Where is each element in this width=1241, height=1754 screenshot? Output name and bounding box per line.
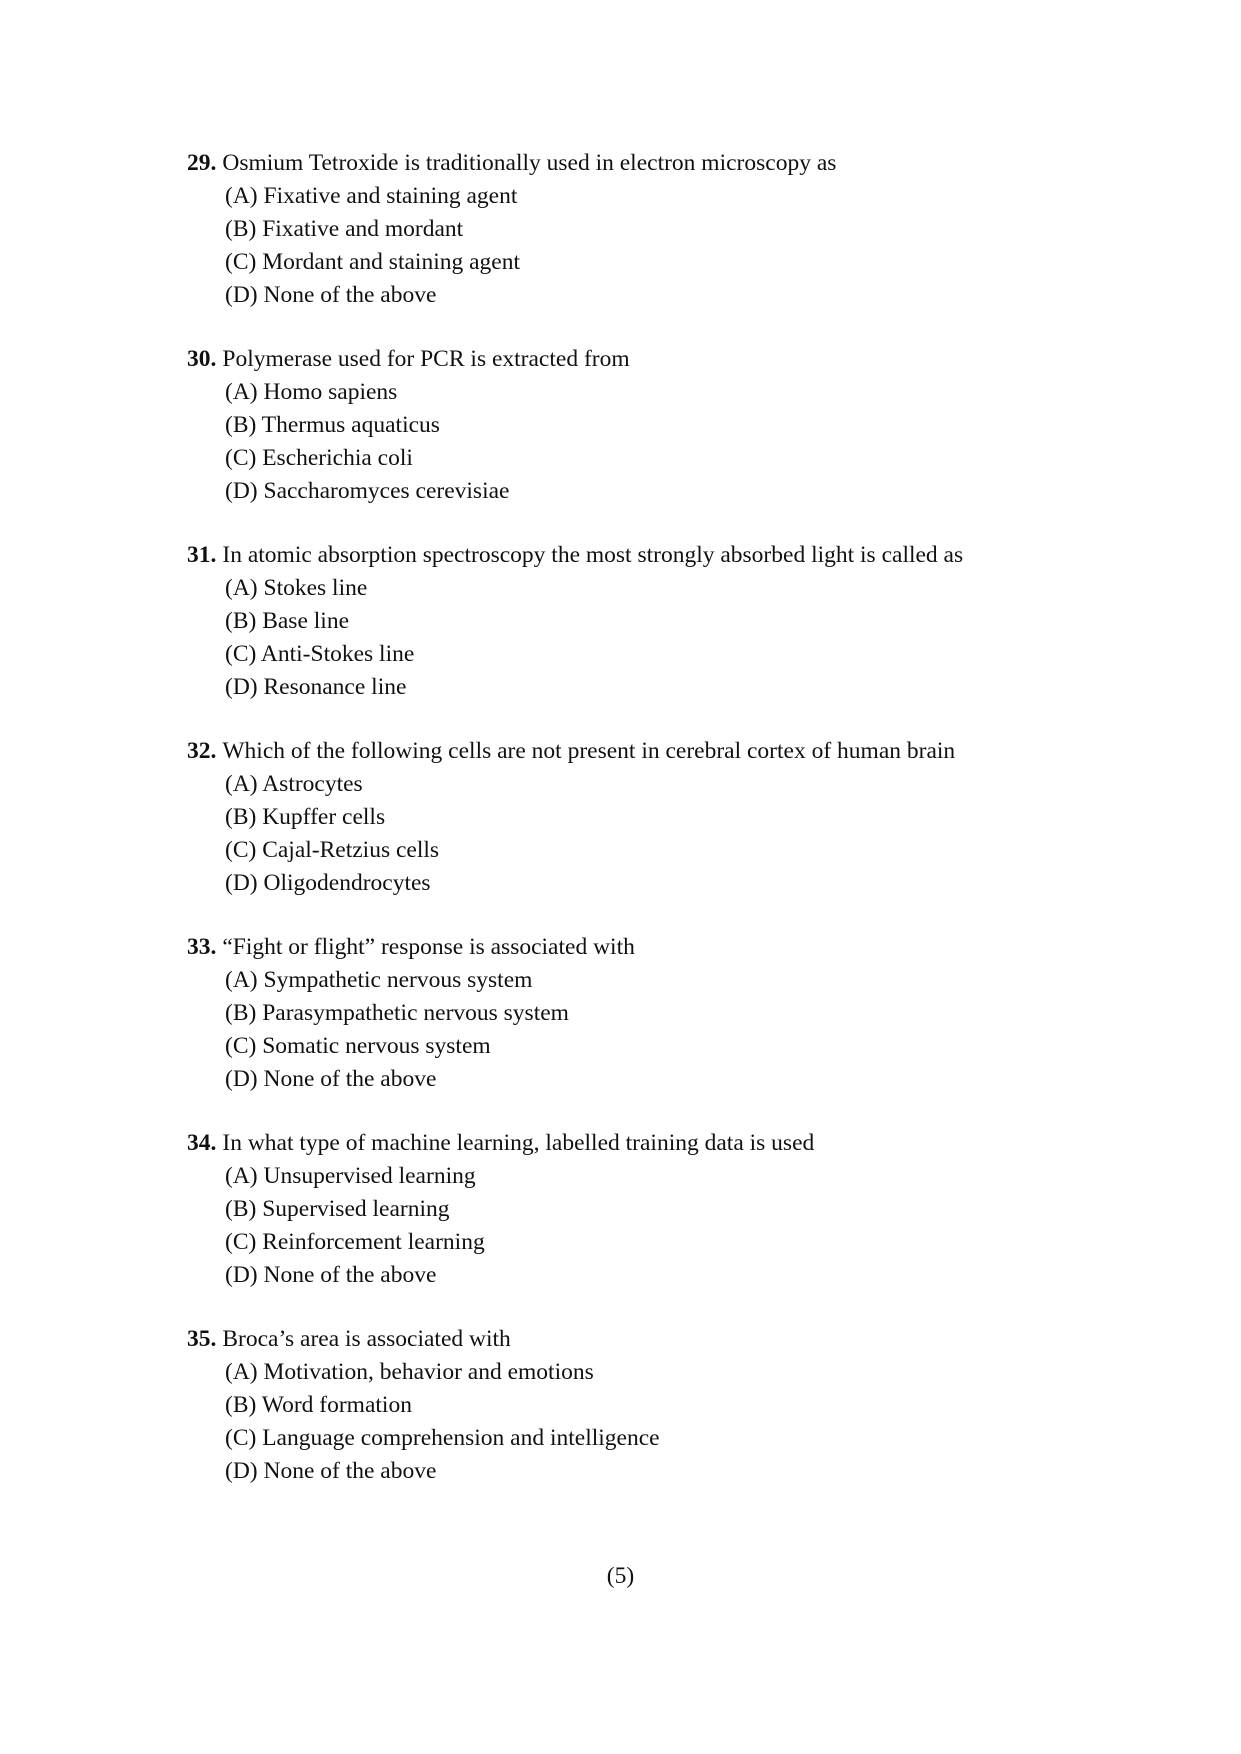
answer-option: (C) Reinforcement learning: [225, 1229, 485, 1255]
question-block: [187, 539, 1167, 704]
question-block: [187, 343, 1167, 508]
question-list: [187, 147, 1167, 1519]
question-block: [187, 1323, 1167, 1488]
answer-option: (C) Cajal-Retzius cells: [225, 837, 440, 863]
answer-option: (C) Mordant and staining agent: [225, 249, 520, 275]
option-list: [187, 1160, 1167, 1292]
question-stem: [187, 539, 1167, 572]
option-list: [187, 768, 1167, 900]
answer-option: (C) Language comprehension and intelligence: [225, 1425, 660, 1451]
question-number: 35.: [187, 1326, 217, 1352]
answer-option: (B) Base line: [225, 608, 349, 634]
question-block: [187, 1127, 1167, 1292]
question-text: In what type of machine learning, labelled training data is used: [222, 1130, 815, 1156]
option-list: [187, 1356, 1167, 1488]
option-list: [187, 180, 1167, 312]
answer-option: (A) Stokes line: [225, 575, 368, 601]
question-number: 32.: [187, 738, 217, 764]
answer-option: (D) Resonance line: [225, 674, 407, 700]
question-block: [187, 147, 1167, 312]
question-block: [187, 931, 1167, 1096]
answer-option: (D) Saccharomyces cerevisiae: [225, 478, 510, 504]
answer-option: (A) Fixative and staining agent: [225, 183, 518, 209]
question-stem: [187, 147, 1167, 180]
question-stem: [187, 735, 1167, 768]
question-number: 33.: [187, 934, 217, 960]
answer-option: (A) Astrocytes: [225, 771, 363, 797]
answer-option: (B) Fixative and mordant: [225, 216, 464, 242]
answer-option: (B) Word formation: [225, 1392, 412, 1418]
question-number: 29.: [187, 150, 217, 176]
question-text: Which of the following cells are not present in cerebral cortex of human brain: [222, 738, 956, 764]
question-stem: [187, 343, 1167, 376]
question-block: [187, 735, 1167, 900]
answer-option: (B) Parasympathetic nervous system: [225, 1000, 569, 1026]
option-list: [187, 964, 1167, 1096]
answer-option: (C) Escherichia coli: [225, 445, 413, 471]
answer-option: (A) Sympathetic nervous system: [225, 967, 533, 993]
answer-option: (D) None of the above: [225, 1066, 437, 1092]
answer-option: (B) Supervised learning: [225, 1196, 450, 1222]
option-list: [187, 572, 1167, 704]
question-number: 31.: [187, 542, 217, 568]
question-number: 30.: [187, 346, 217, 372]
answer-option: (B) Thermus aquaticus: [225, 412, 440, 438]
question-text: Osmium Tetroxide is traditionally used in electron microscopy as: [222, 150, 837, 176]
answer-option: (C) Anti-Stokes line: [225, 641, 415, 667]
answer-option: (A) Homo sapiens: [225, 379, 398, 405]
question-stem: [187, 931, 1167, 964]
page-number: (5): [606, 1563, 635, 1589]
answer-option: (A) Motivation, behavior and emotions: [225, 1359, 594, 1385]
question-text: In atomic absorption spectroscopy the most strongly absorbed light is called as: [222, 542, 964, 568]
question-stem: [187, 1323, 1167, 1356]
answer-option: (D) None of the above: [225, 1458, 437, 1484]
answer-option: (D) None of the above: [225, 282, 437, 308]
option-list: [187, 376, 1167, 508]
question-number: 34.: [187, 1130, 217, 1156]
answer-option: (C) Somatic nervous system: [225, 1033, 491, 1059]
question-text: Polymerase used for PCR is extracted from: [222, 346, 630, 372]
question-stem: [187, 1127, 1167, 1160]
question-text: Broca’s area is associated with: [222, 1326, 511, 1352]
answer-option: (D) None of the above: [225, 1262, 437, 1288]
answer-option: (D) Oligodendrocytes: [225, 870, 431, 896]
answer-option: (B) Kupffer cells: [225, 804, 386, 830]
answer-option: (A) Unsupervised learning: [225, 1163, 476, 1189]
question-text: “Fight or flight” response is associated with: [222, 934, 635, 960]
